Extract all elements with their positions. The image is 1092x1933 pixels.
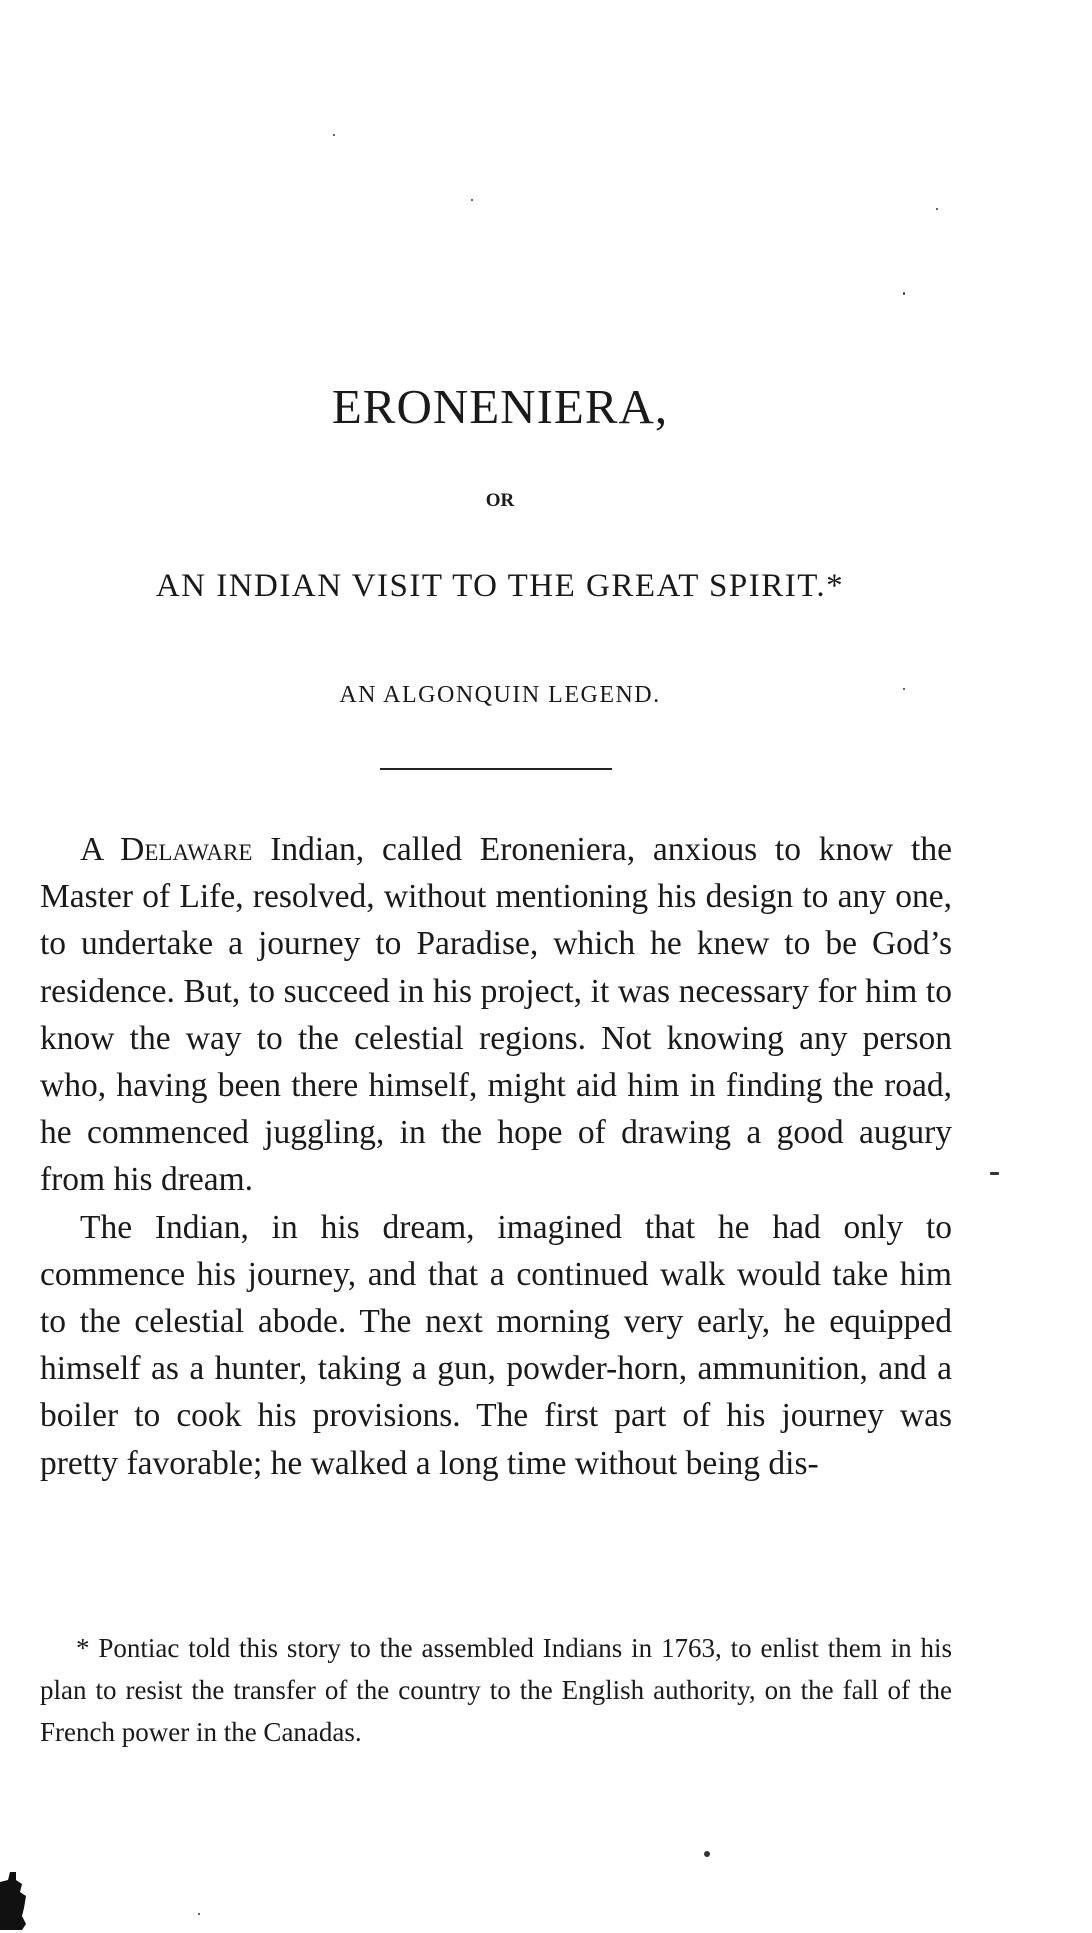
scan-speck [936, 208, 938, 210]
paragraph-2: The Indian, in his dream, imagined that he had only to commence his journey, and that a continued walk would take him to the celestial abode. The next morning very early, he equipped himself as a hunter, taking a gun, powder-horn, ammunition, and a boiler to cook his provisions. The first part of his journey was pretty favorable; he walked a long time without being dis- [40, 1208, 952, 1482]
paragraph-1-text: Indian, called Eroneniera, anxious to know the Master of Life, resolved, without mentioning his design to any one, to undertake a journey to Paradise, which he knew to be God’s residence. But, to succeed in his project, it was necessary for him to know the way to the celestial regions. Not knowing any person who, having been there himself, might aid him in finding the road, he commenced juggling, in the hope of drawing a good augury from his dream. [40, 831, 952, 1199]
legend-label: AN ALGONQUIN LEGEND. [339, 682, 661, 708]
body-text [40, 826, 952, 1487]
scan-speck [990, 1172, 999, 1175]
scan-speck [704, 1851, 710, 1857]
paragraph-1-lead: A [80, 831, 121, 868]
footnote: * Pontiac told this story to the assembled Indians in 1763, to enlist them in his plan to resist the transfer of the country to the English authority, on the fall of the French power in the Canadas. [40, 1633, 952, 1747]
scan-speck [333, 134, 335, 136]
section-divider [380, 768, 612, 770]
scan-speck [903, 292, 905, 295]
chapter-subtitle: AN INDIAN VISIT TO THE GREAT SPIRIT.* [155, 568, 845, 604]
chapter-title: ERONENIERA, [331, 379, 669, 434]
title-conjunction: OR [485, 490, 515, 511]
scan-speck [198, 1913, 200, 1915]
scan-speck [903, 688, 905, 690]
scan-edge-mark [0, 1872, 26, 1930]
scan-speck [471, 199, 473, 201]
paragraph-1 [40, 826, 952, 1204]
paragraph-1-small-caps: Delaware [120, 831, 253, 868]
